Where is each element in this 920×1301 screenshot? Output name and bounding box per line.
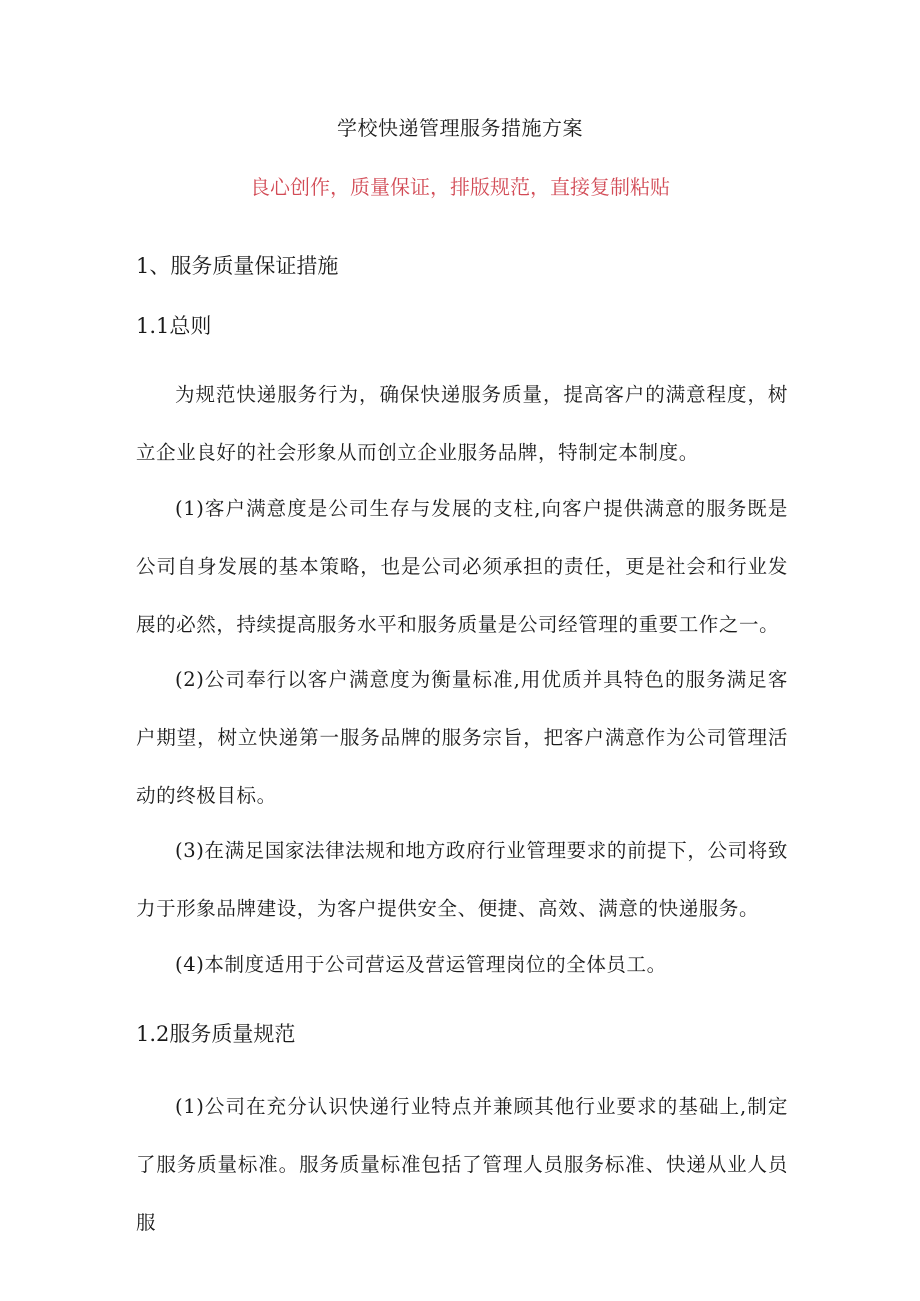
paragraph-item-2: (2)公司奉行以客户满意度为衡量标准,用优质并具特色的服务满足客户期望，树立快递第一服务品牌的服务宗旨，把客户满意作为公司管理活动的终极目标。 — [136, 668, 788, 807]
section-heading-general: 1.1总则 — [136, 314, 212, 338]
section-heading-service-quality: 1、服务质量保证措施 — [136, 254, 339, 278]
paragraph-item-1: (1)客户满意度是公司生存与发展的支柱,向客户提供满意的服务既是公司自身发展的基本策略，也是公司必须承担的责任，更是社会和行业发展的必然，持续提高服务水平和服务质量是公司经管理的重要工作之一。 — [136, 497, 788, 636]
document-title: 学校快递管理服务措施方案 — [337, 116, 583, 140]
paragraph-item-3: (3)在满足国家法律法规和地方政府行业管理要求的前提下，公司将致力于形象品牌建设，为客户提供安全、便捷、高效、满意的快递服务。 — [136, 839, 788, 920]
document-subtitle: 良心创作，质量保证，排版规范，直接复制粘贴 — [250, 175, 670, 199]
section-heading-quality-standards: 1.2服务质量规范 — [136, 1022, 296, 1046]
paragraph-item-4: (4)本制度适用于公司营运及营运管理岗位的全体员工。 — [175, 953, 667, 976]
paragraph-standards-1: (1)公司在充分认识快递行业特点并兼顾其他行业要求的基础上,制定了服务质量标准。服务质量标准包括了管理人员服务标准、快递从业人员服 — [136, 1095, 788, 1234]
paragraph-intro: 为规范快递服务行为，确保快递服务质量，提高客户的满意程度，树立企业良好的社会形象从而创立企业服务品牌，特制定本制度。 — [136, 383, 788, 464]
